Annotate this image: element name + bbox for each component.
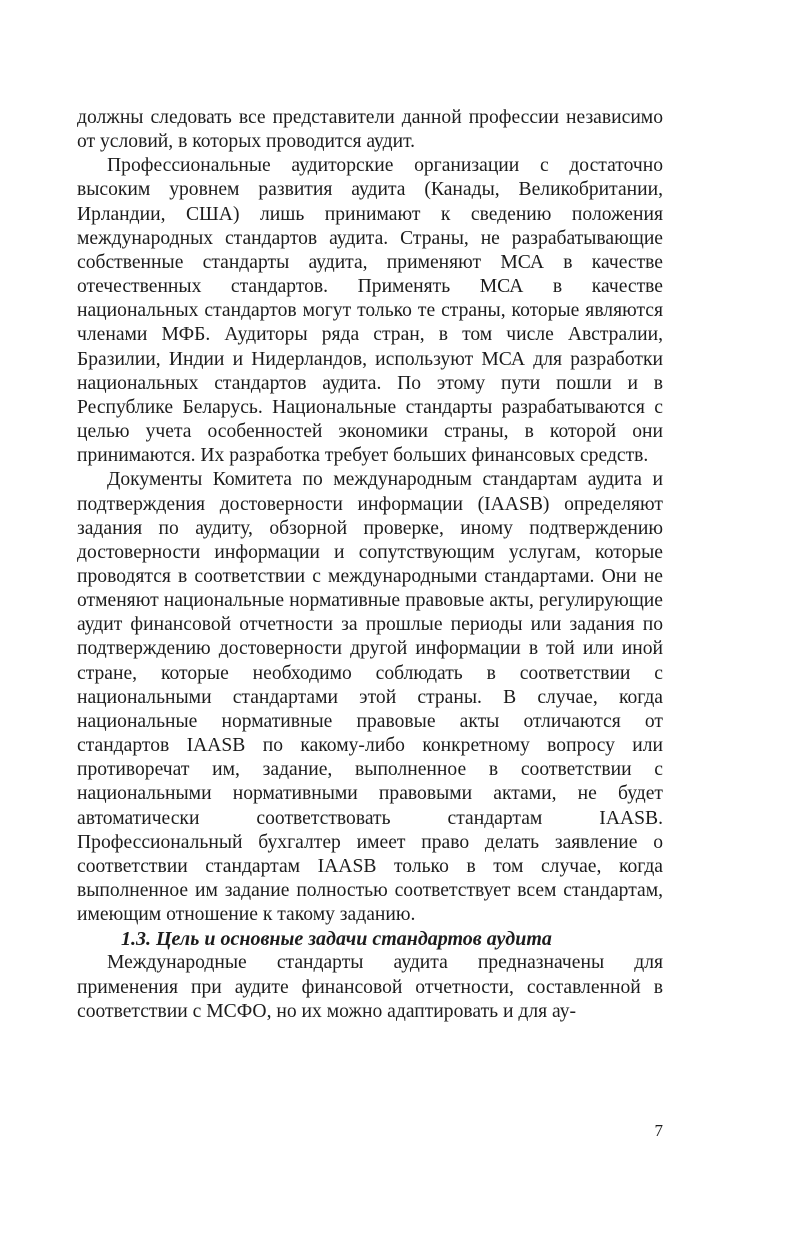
page-body xyxy=(77,106,663,1024)
paragraph-professional-organizations: Профессиональные аудиторские организации с достаточно высоким уровнем развития аудита (Канады, Великобритании, Ирландии, США) лишь принимают к сведению положения международных стандартов аудита. Страны, не разрабатывающие собственные стандарты аудита, применяют МСА в качестве отечественных стандартов. Применять МСА в качестве национальных стандартов могут только те страны, которые являются членами МФБ. Аудиторы ряда стран, в том числе Австралии, Бразилии, Индии и Нидерландов, используют МСА для разработки национальных стандартов аудита. По этому пути пошли и в Республике Беларусь. Национальные стандарты разрабатываются с целью учета особенностей экономики страны, в которой они принимаются. Их разработка требует больших финансовых средств. xyxy=(77,155,663,467)
paragraph-section-intro: Международные стандарты аудита предназначены для применения при аудите финансовой отчетности, составленной в соответствии с МСФО, но их можно адаптировать и для ау- xyxy=(77,952,663,1022)
paragraph-iaasb-documents: Документы Комитета по международным стандартам аудита и подтверждения достоверности информации (IAASB) определяют задания по аудиту, обзорной проверке, иному подтверждению достоверности информации и сопутствующим услугам, которые проводятся в соответствии с международными стандартами. Они не отменяют национальные нормативные правовые акты, регулирующие аудит финансовой отчетности за прошлые периоды или задания по подтверждению достоверности другой информации в той или иной стране, которые необходимо соблюдать в соответствии с национальными стандартами этой страны. В случае, когда национальные нормативные правовые акты отличаются от стандартов IAASB по какому-либо конкретному вопросу или противоречат им, задание, выполненное в соответствии с национальными нормативными правовыми актами, не будет автоматически соответствовать стандартам IAASB. Профессиональный бухгалтер имеет право делать заявление о соответствии стандартам IAASB только в том случае, когда выполненное им задание полностью соответствует всем стандартам, имеющим отношение к такому заданию. xyxy=(77,469,663,926)
section-heading: 1.3. Цель и основные задачи стандартов аудита xyxy=(121,928,552,951)
page-number: 7 xyxy=(654,1121,663,1140)
paragraph-continuation: должны следовать все представители данной профессии независимо от условий, в которых проводится аудит. xyxy=(77,107,663,153)
